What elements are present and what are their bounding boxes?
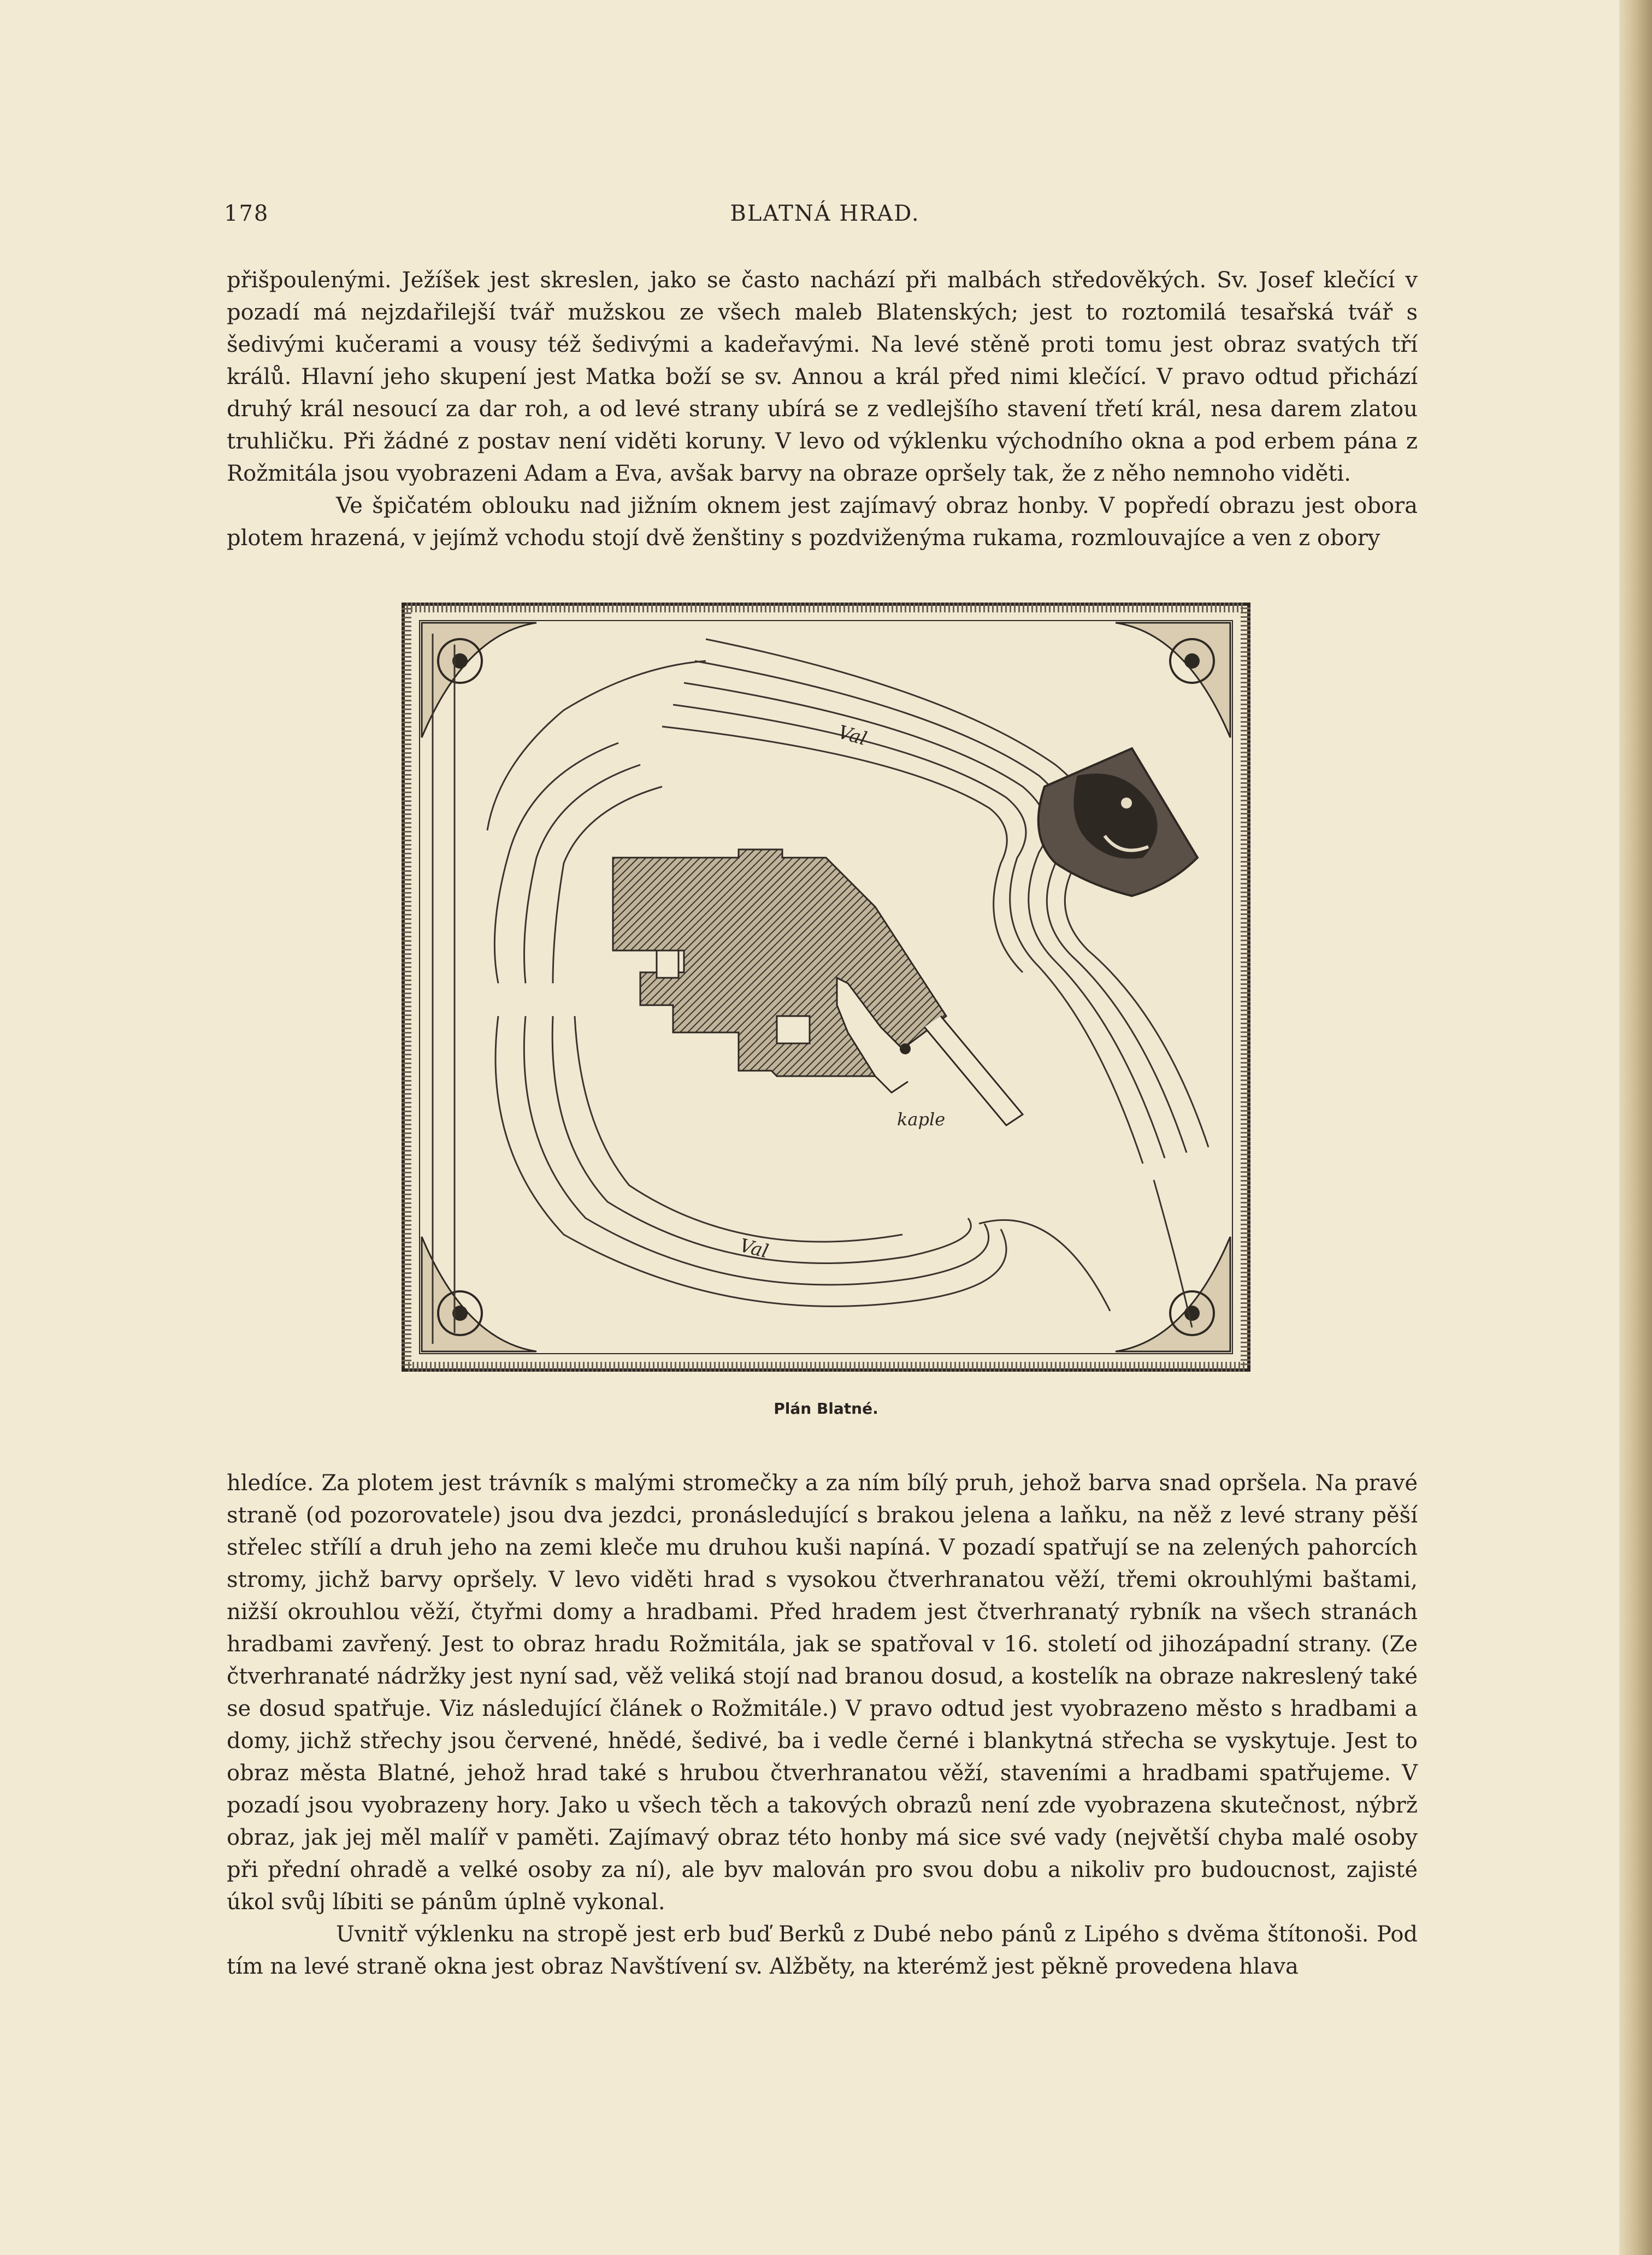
running-title: BLATNÁ HRAD. <box>730 201 920 226</box>
body-text-top <box>227 264 1418 554</box>
page-edge <box>1619 0 1652 2255</box>
castle-plan-drawing <box>400 601 1252 1373</box>
rampart-label-bottom: Val <box>737 1234 771 1263</box>
figure-caption: Plán Blatné. <box>774 1400 878 1418</box>
body-text-bottom <box>227 1467 1418 1983</box>
page-number: 178 <box>224 201 269 226</box>
rampart-label-top: Val <box>835 721 870 751</box>
castle-plan-figure <box>400 601 1252 1373</box>
paragraph: Uvnitř výklenku na stropě jest erb buď Berků z Dubé nebo pánů z Lipého s dvěma štítonoši. Pod tím na levé straně okna jest obraz Navštívení sv. Alžběty, na kterémž jest pěkně provedena hlava <box>227 1922 1418 1979</box>
paragraph: Ve špičatém oblouku nad jižním oknem jest zajímavý obraz honby. V popředí obrazu jest obora plotem hrazená, v jejímž vchodu stojí dvě ženštiny s pozdviženýma rukama, rozmlouvajíce a ven z obory <box>227 493 1418 551</box>
chapel-label: kaple <box>897 1109 946 1130</box>
running-head <box>224 201 1426 234</box>
paragraph: přišpoulenými. Ježíšek jest skreslen, jako se často nachází při malbách středověkých. Sv. Josef klečící v pozadí má nejzdařilejší tvář mužskou ze všech maleb Blatenských; jest to roztomilá tesařská tvář s šedivými kučerami a vousy též šedivými a kadeřavými. Na levé stěně proti tomu jest obraz svatých tří králů. Hlavní jeho skupení jest Matka boží se sv. Annou a král před nimi klečící. V pravo odtud přichází druhý král nesoucí za dar roh, a od levé strany ubírá se z vedlejšího stavení třetí král, nesa darem zlatou truhličku. Při žádné z postav není viděti koruny. V levo od výklenku východního okna a pod erbem pána z Rožmitála jsou vyobrazeni Adam a Eva, avšak barvy na obraze opršely tak, že z něho nemnoho viděti. <box>227 268 1418 486</box>
paragraph: hledíce. Za plotem jest trávník s malými stromečky a za ním bílý pruh, jehož barva snad opršela. Na pravé straně (od pozorovatele) jsou dva jezdci, pronásledující s brakou jelena a laňku, na něž z levé strany pěší střelec střílí a druh jeho na zemi kleče mu druhou kuši napíná. V pozadí spatřují se na zelených pahorcích stromy, jichž barvy opršely. V levo viděti hrad s vysokou čtverhranatou věží, třemi okrouhlými baštami, nižší okrouhlou věží, čtyřmi domy a hradbami. Před hradem jest čtverhranatý rybník na všech stranách hradbami zavřený. Jest to obraz hradu Rožmitála, jak se spatřoval v 16. století od jihozápadní strany. (Ze čtverhranaté nádržky jest nyní sad, věž veliká stojí nad branou dosud, a kostelík na obraze nakreslený také se dosud spatřuje. Viz následující článek o Rožmitále.) V pravo odtud jest vyobrazeno město s hradbami a domy, jichž střechy jsou červené, hnědé, šedivé, ba i vedle černé i blankytná střecha se vyskytuje. Jest to obraz města Blatné, jehož hrad také s hrubou čtverhranatou věží, staveními a hradbami spatřujeme. V pozadí jsou vyobrazeny hory. Jako u všech těch a takových obrazů není zde vyobrazena skutečnost, nýbrž obraz, jak jej měl malíř v paměti. Zajímavý obraz této honby má sice své vady (největší chyba malé osoby při přední ohradě a velké osoby za ní), ale byv malován pro svou dobu a nikoliv pro budoucnost, zajisté úkol svůj líbiti se pánům úplně vykonal. <box>227 1471 1418 1915</box>
